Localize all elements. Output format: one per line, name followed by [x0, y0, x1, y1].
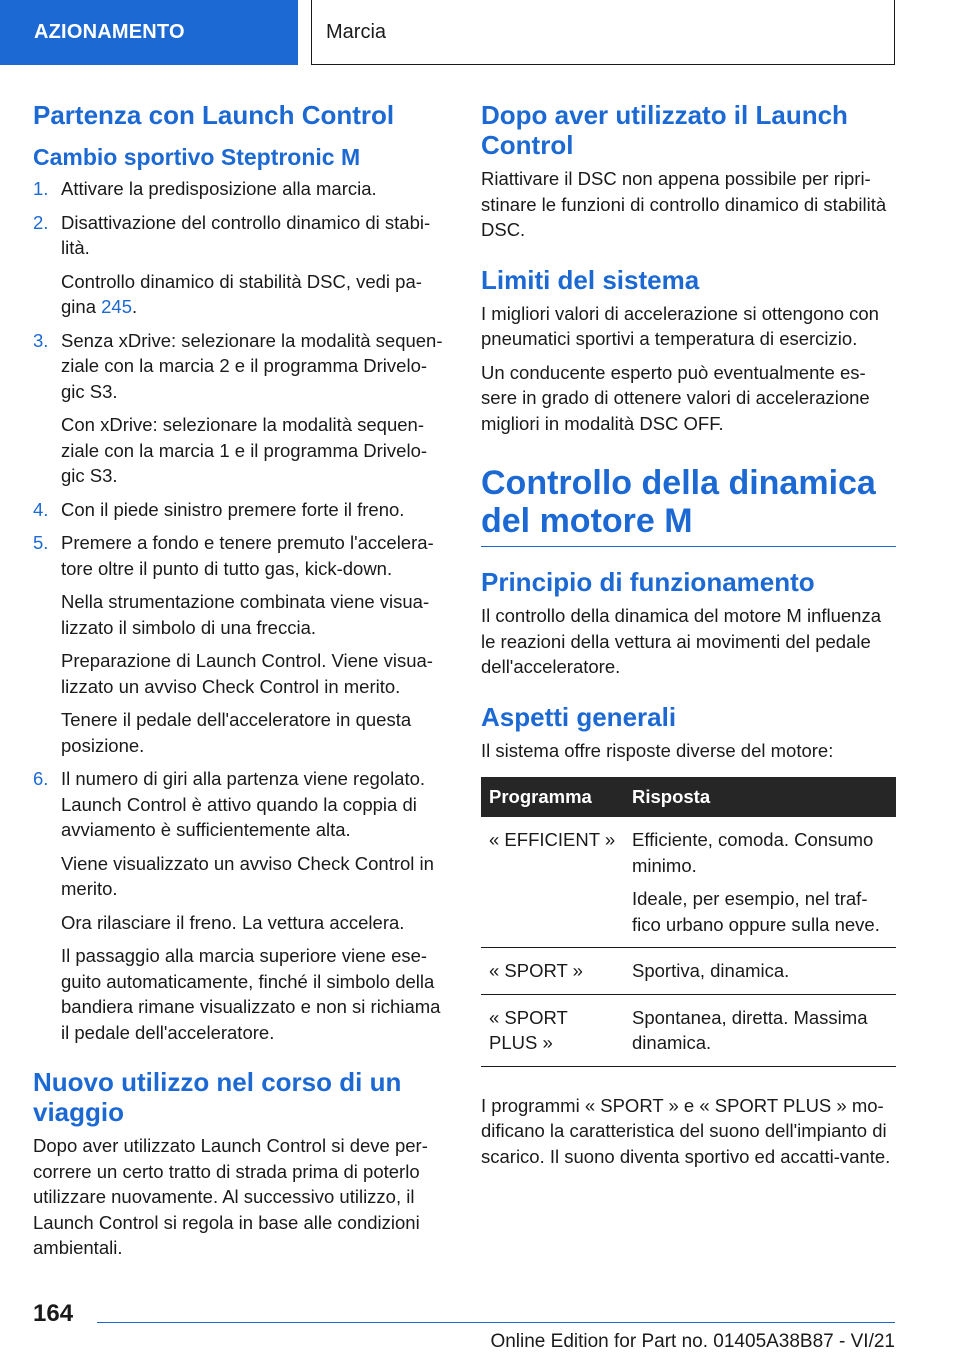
step-text: Premere a fondo e tenere premuto l'accelera-tore oltre il punto di tutto gas, kick-down.	[61, 532, 434, 579]
limits-title: Limiti del sistema	[481, 264, 700, 295]
page-link[interactable]: 245	[101, 296, 132, 317]
step-text: Ora rilasciare il freno. La vettura accelera.	[61, 911, 405, 933]
step-number: 5.	[33, 532, 49, 553]
left-column	[33, 100, 448, 1269]
limits-text-1: I migliori valori di accelerazione si ottengono con pneumatici sportivi a temperatura di esercizio.	[481, 302, 879, 349]
program-cell: « SPORT PLUS »	[481, 994, 624, 1066]
response-text: Spontanea, diretta. Massima dinamica.	[632, 1006, 868, 1053]
step-number: 2.	[33, 211, 49, 233]
program-cell: « SPORT »	[481, 948, 624, 995]
table-row	[481, 817, 896, 948]
chapter-divider	[481, 546, 896, 547]
step-text: Il passaggio alla marcia superiore viene ese-guito automaticamente, finché il simbolo della bandiera rimane visualizzato e non si richiama il pedale dell'acceleratore.	[61, 945, 441, 1043]
list-item	[33, 328, 448, 489]
closing-text: I programmi « SPORT » e « SPORT PLUS » mo-dificano la caratteristica del suono dell'impianto di scarico. Il suono diventa sportivo ed accatti-vante.	[481, 1094, 891, 1167]
edition-note: Online Edition for Part no. 01405A38B87 - VI/21	[490, 1331, 895, 1352]
step-number: 1.	[33, 178, 49, 199]
step-text: Con il piede sinistro premere forte il freno.	[61, 498, 405, 520]
general-text: Il sistema offre risposte diverse del motore:	[481, 739, 834, 761]
page-number: 164	[33, 1300, 74, 1327]
footer-divider	[97, 1322, 895, 1323]
reference-text: Controllo dinamico di stabilità DSC, vedi pa-gina	[61, 270, 422, 317]
response-cell	[624, 948, 896, 995]
list-item	[33, 766, 448, 1045]
principle-text: Il controllo della dinamica del motore M influenza le reazioni della vettura ai movimenti del pedale dell'acceleratore.	[481, 605, 882, 677]
response-cell	[624, 994, 896, 1066]
reuse-title: Nuovo utilizzo nel corso di un viaggio	[33, 1067, 402, 1127]
steptronic-subtitle: Cambio sportivo Steptronic M	[33, 144, 361, 170]
list-item	[33, 497, 448, 523]
limits-text-2: Un conducente esperto può eventualmente es-sere in grado di ottenere valori di accelerazione migliori in modalità DSC OFF.	[481, 361, 870, 434]
response-text: Ideale, per esempio, nel traf-fico urbano oppure sulla neve.	[632, 888, 880, 935]
table-row	[481, 948, 896, 995]
step-number: 6.	[33, 768, 49, 789]
step-text: Senza xDrive: selezionare la modalità sequen-ziale con la marcia 2 e il programma Drivelo-gic S3.	[61, 329, 443, 402]
step-number: 4.	[33, 498, 49, 520]
program-table	[481, 777, 896, 1067]
list-item	[33, 530, 448, 758]
step-text: Preparazione di Launch Control. Viene visua-lizzato un avviso Check Control in merito.	[61, 650, 433, 697]
step-text: Attivare la predisposizione alla marcia.	[61, 178, 377, 199]
step-reference	[61, 269, 448, 320]
reuse-text: Dopo aver utilizzato Launch Control si deve per-correre un certo tratto di strada prima di poterlo utilizzare nuovamente. Al successivo utilizzo, il Launch Control si regola in base alle condizioni ambientali.	[33, 1135, 428, 1258]
step-text: Viene visualizzato un avviso Check Control in merito.	[61, 852, 434, 899]
section-tab: AZIONAMENTO	[0, 0, 298, 65]
step-text: Tenere il pedale dell'acceleratore in questa posizione.	[61, 709, 412, 756]
launch-steps-list	[33, 176, 448, 1045]
step-text: Il numero di giri alla partenza viene regolato. Launch Control è attivo quando la coppia di avviamento è sufficientemente alta.	[61, 768, 426, 840]
column-header-response: Risposta	[624, 777, 896, 817]
step-text: Con xDrive: selezionare la modalità sequen-ziale con la marcia 1 e il programma Drivelo-gic S3.	[61, 414, 428, 486]
response-text: Sportiva, dinamica.	[632, 960, 790, 981]
principle-title: Principio di funzionamento	[481, 567, 815, 597]
list-item	[33, 176, 448, 202]
after-launch-text: Riattivare il DSC non appena possibile per ripri-stinare le funzioni di controllo dinamico di stabilità DSC.	[481, 168, 887, 240]
chapter-title: Controllo della dinamica del motore M	[481, 464, 876, 540]
list-item	[33, 210, 448, 320]
response-cell	[624, 817, 896, 948]
step-text: Disattivazione del controllo dinamico di stabi-lità.	[61, 211, 431, 258]
step-text: Nella strumentazione combinata viene visua-lizzato il simbolo di una freccia.	[61, 591, 430, 638]
response-text: Efficiente, comoda. Consumo minimo.	[632, 829, 874, 876]
after-launch-title: Dopo aver utilizzato il Launch Control	[481, 100, 848, 160]
chapter-header: Marcia	[311, 0, 895, 65]
column-header-program: Programma	[481, 777, 624, 817]
step-number: 3.	[33, 329, 49, 351]
table-row	[481, 994, 896, 1066]
reference-suffix: .	[132, 296, 138, 317]
launch-control-title: Partenza con Launch Control	[33, 100, 395, 130]
right-column	[481, 100, 896, 1177]
table-header-row	[481, 777, 896, 817]
program-cell: « EFFICIENT »	[481, 817, 624, 948]
general-title: Aspetti generali	[481, 701, 677, 732]
